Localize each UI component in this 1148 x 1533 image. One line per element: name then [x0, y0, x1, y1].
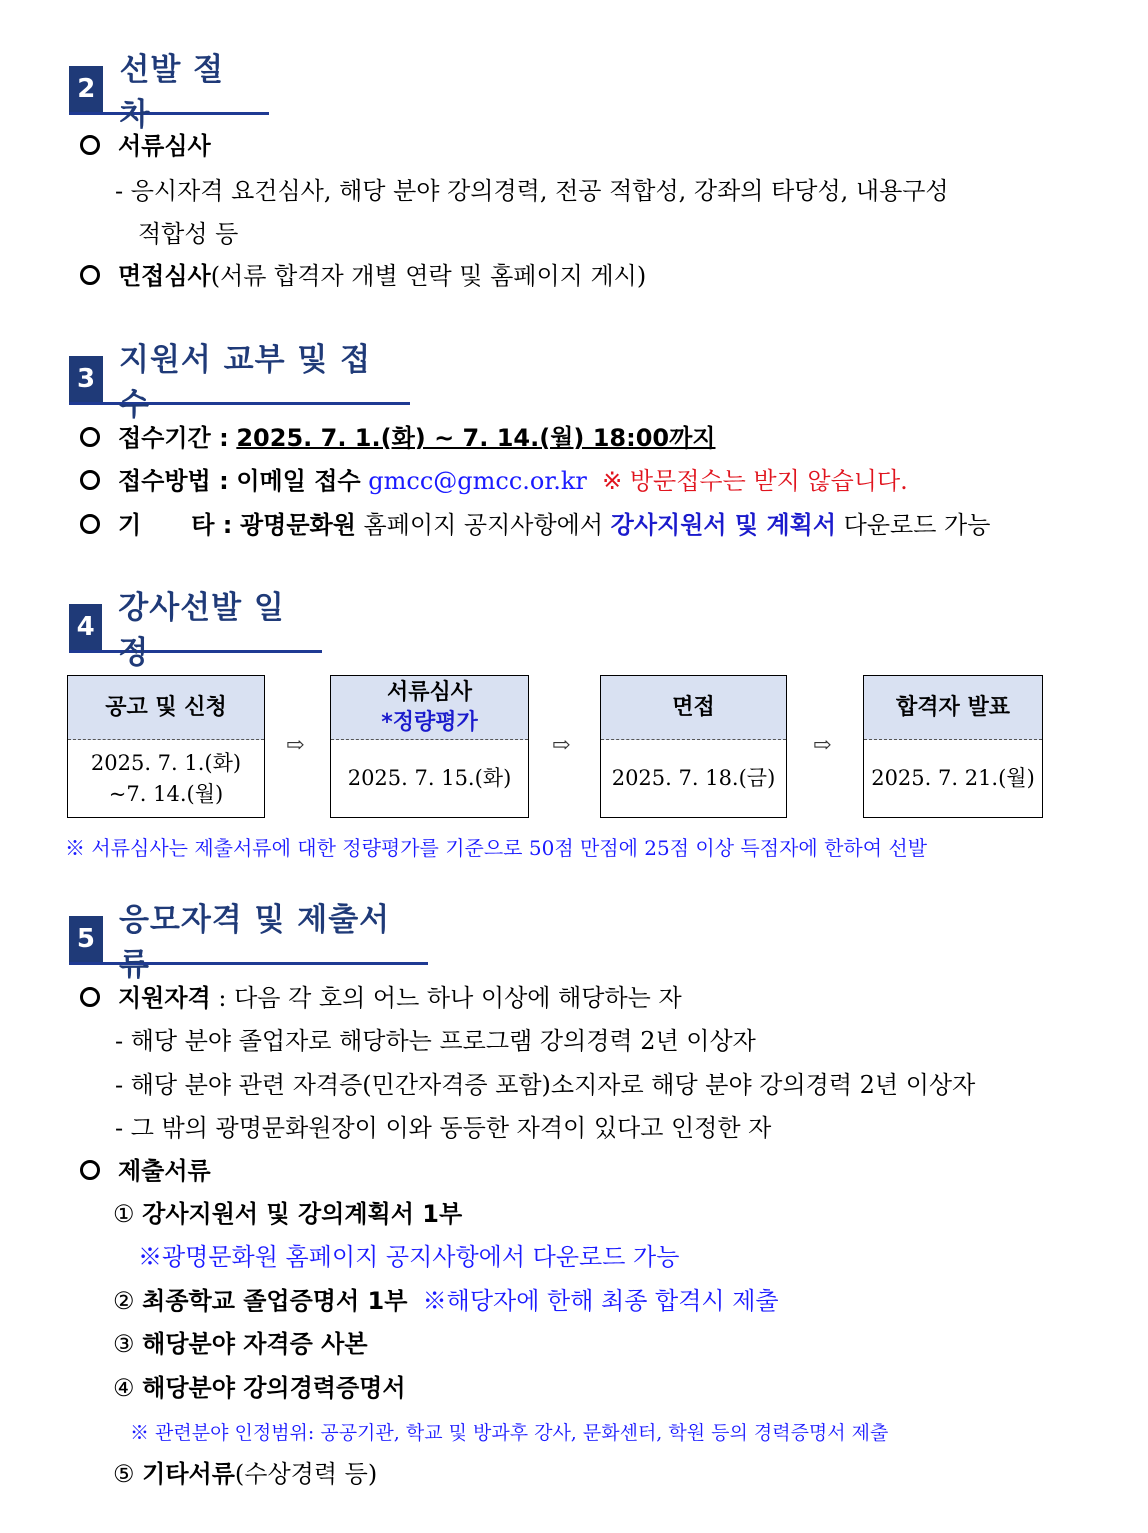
step-title-cell — [601, 676, 786, 740]
no-visit-notice: ※ 방문접수는 받지 않습니다. — [602, 467, 908, 495]
eligibility-intro: : 다음 각 호의 어느 하나 이상에 해당하는 자 — [218, 984, 682, 1012]
section-title: 응모자격 및 제출서류 — [118, 902, 391, 983]
schedule-step — [600, 675, 787, 818]
step-title-cell — [331, 676, 528, 740]
period-item — [80, 422, 715, 454]
doc-title: 강사지원서 및 강의계획서 1부 — [142, 1200, 463, 1228]
doc-title: 최종학교 졸업증명서 1부 — [142, 1287, 408, 1315]
step-title: 면접 — [672, 694, 715, 720]
step-date-cell — [864, 740, 1042, 817]
doc-item-4 — [113, 1372, 406, 1404]
period-label: 접수기간 : — [118, 424, 229, 452]
etc-text-2: 다운로드 가능 — [843, 511, 991, 539]
section-title: 지원서 교부 및 접수 — [119, 342, 372, 423]
doc-item-2 — [113, 1285, 779, 1317]
step-subtitle: *정량평가 — [381, 709, 478, 735]
step-title: 공고 및 신청 — [105, 694, 227, 720]
doc-number: ② — [113, 1287, 135, 1315]
circle-bullet-icon — [80, 427, 100, 447]
doc-item-5 — [113, 1458, 377, 1490]
section-2-header — [69, 52, 269, 133]
step-date-cell — [601, 740, 786, 817]
eligibility-label: 지원자격 — [118, 984, 211, 1012]
step-title: 서류심사 — [386, 679, 472, 705]
section-number: 4 — [69, 604, 102, 650]
doc5-detail: (수상경력 등) — [234, 1460, 378, 1488]
doc-number: ⑤ — [113, 1460, 135, 1488]
step-title-cell — [68, 676, 264, 740]
step-date-end: ~7. 14.(월) — [108, 781, 224, 806]
doc2-note: ※해당자에 한해 최종 합격시 제출 — [422, 1287, 779, 1315]
doc-number: ④ — [113, 1374, 135, 1402]
section-number: 3 — [69, 356, 103, 402]
eligibility-detail: - 해당 분야 관련 자격증(민간자격증 포함)소지자로 해당 분야 강의경력 2년 이상자 — [115, 1071, 976, 1099]
arrow-right-icon: ⇨ — [813, 733, 832, 758]
schedule-step — [67, 675, 265, 818]
etc-item — [80, 509, 990, 541]
interview-label: 면접심사 — [118, 262, 211, 290]
schedule-step — [863, 675, 1043, 818]
doc-item-1 — [113, 1198, 462, 1230]
doc-number: ③ — [113, 1330, 135, 1358]
step-date: 2025. 7. 15.(화) — [347, 766, 512, 790]
step-date-cell — [331, 740, 528, 817]
circle-bullet-icon — [80, 1160, 100, 1180]
section-number: 5 — [69, 916, 103, 962]
docs-label: 제출서류 — [118, 1157, 211, 1185]
eligibility-detail: - 해당 분야 졸업자로 해당하는 프로그램 강의경력 2년 이상자 — [115, 1027, 756, 1055]
section-3-header — [69, 342, 410, 423]
step-date: 2025. 7. 1.(화) — [90, 750, 242, 775]
schedule-step — [330, 675, 529, 818]
method-label: 접수방법 : — [118, 467, 229, 495]
circle-bullet-icon — [80, 265, 100, 285]
docs-item — [80, 1155, 211, 1187]
step-title-cell — [864, 676, 1042, 740]
doc-review-item — [80, 130, 211, 162]
section-4-header — [69, 590, 322, 671]
doc4-note: ※ 관련분야 인정범위: 공공기관, 학교 및 방과후 강사, 문화센터, 학원 등의 경력증명서 제출 — [130, 1422, 889, 1444]
circle-bullet-icon — [80, 135, 100, 155]
doc-title: 해당분야 강의경력증명서 — [142, 1374, 406, 1402]
circle-bullet-icon — [80, 514, 100, 534]
schedule-note: ※ 서류심사는 제출서류에 대한 정량평가를 기준으로 50점 만점에 25점 이상 득점자에 한하여 선발 — [65, 836, 928, 860]
interview-detail: (서류 합격자 개별 연락 및 홈페이지 게시) — [210, 262, 647, 290]
step-date: 2025. 7. 21.(월) — [871, 766, 1035, 790]
step-date: 2025. 7. 18.(금) — [611, 766, 776, 790]
etc-text-1: 홈페이지 공지사항에서 — [363, 511, 603, 539]
etc-forms: 강사지원서 및 계획서 — [610, 511, 837, 539]
doc-item-3 — [113, 1328, 368, 1360]
eligibility-detail: - 그 밖의 광명문화원장이 이와 동등한 자격이 있다고 인정한 자 — [115, 1114, 772, 1142]
step-date-cell — [68, 740, 264, 817]
circle-bullet-icon — [80, 470, 100, 490]
etc-org: 광명문화원 — [239, 511, 356, 539]
email-link[interactable]: gmcc@gmcc.or.kr — [368, 467, 587, 495]
method-item — [80, 465, 908, 497]
eligibility-item — [80, 982, 682, 1014]
interview-item — [80, 260, 646, 292]
doc-review-detail-1: - 응시자격 요건심사, 해당 분야 강의경력, 전공 적합성, 강좌의 타당성, 내용구성 — [115, 177, 949, 205]
section-5-header — [69, 902, 428, 983]
section-number: 2 — [69, 66, 103, 112]
period-value: 2025. 7. 1.(화) ~ 7. 14.(월) 18:00까지 — [236, 424, 716, 452]
arrow-right-icon: ⇨ — [286, 733, 305, 758]
doc-review-detail-2: 적합성 등 — [138, 220, 239, 248]
arrow-right-icon: ⇨ — [552, 733, 571, 758]
doc-review-label: 서류심사 — [118, 132, 211, 160]
step-title: 합격자 발표 — [896, 694, 1010, 720]
method-value: 이메일 접수 — [236, 467, 361, 495]
etc-label-1: 기 — [118, 511, 142, 539]
doc-title: 기타서류 — [142, 1460, 235, 1488]
doc-number: ① — [113, 1200, 135, 1228]
circle-bullet-icon — [80, 987, 100, 1007]
section-title: 강사선발 일정 — [118, 590, 285, 671]
section-title: 선발 절차 — [119, 52, 225, 133]
doc1-note: ※광명문화원 홈페이지 공지사항에서 다운로드 가능 — [138, 1243, 680, 1271]
doc-title: 해당분야 자격증 사본 — [142, 1330, 368, 1358]
etc-label-2: 타 : — [191, 511, 233, 539]
